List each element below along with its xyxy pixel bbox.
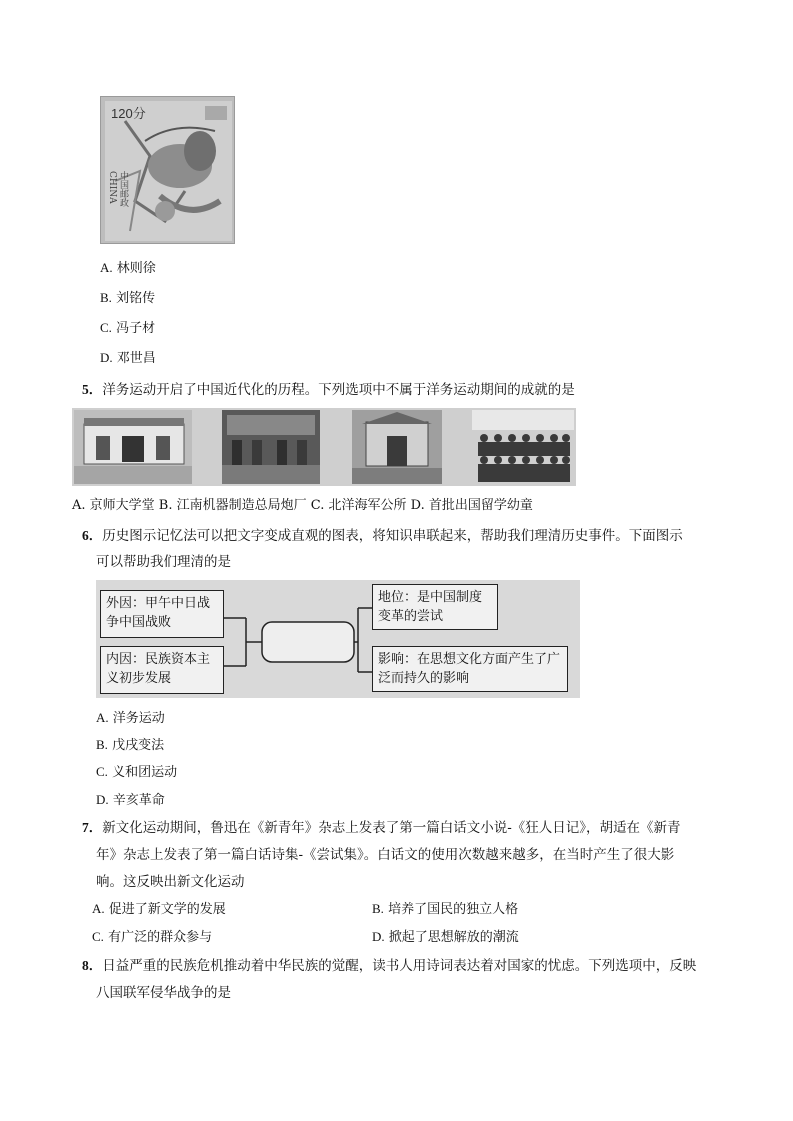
q4-option-d[interactable]: D. 邓世昌: [100, 350, 156, 366]
q8-stem-line1: 8．日益严重的民族危机推动着中华民族的觉醒，读书人用诗词表达着对国家的忧虑。下列选项中，反映: [82, 958, 697, 974]
q7-option-d[interactable]: D. 掀起了思想解放的潮流: [372, 929, 519, 945]
q7-option-a[interactable]: A. 促进了新文学的发展: [92, 901, 226, 917]
box-external-cause: 外因：甲午中日战争中国战败: [100, 590, 224, 638]
q6-stem-line2: 可以帮助我们理清的是: [96, 554, 231, 570]
photo-jiangnan-arsenal: [222, 410, 320, 484]
q4-option-a[interactable]: A. 林则徐: [100, 260, 156, 276]
q7-stem-line3: 响。这反映出新文化运动: [96, 874, 245, 890]
photo-peking-university: [74, 410, 192, 484]
photo-overseas-students: [472, 410, 574, 484]
q6-stem-line1: 6．历史图示记忆法可以把文字变成直观的图表，将知识串联起来，帮助我们理清历史事件。下面图示: [82, 528, 683, 544]
q4-option-c[interactable]: C. 冯子材: [100, 320, 156, 336]
box-status: 地位：是中国制度变革的尝试: [372, 584, 498, 630]
box-internal-cause: 内因：民族资本主义初步发展: [100, 646, 224, 694]
q6-diagram: [96, 580, 580, 698]
stamp-country: 中国邮政 CHINA: [107, 171, 128, 207]
q4-option-b[interactable]: B. 刘铭传: [100, 290, 156, 306]
q6-option-c[interactable]: C. 义和团运动: [96, 764, 178, 780]
q7-stem-line2: 年》杂志上发表了第一篇白话诗集-《尝试集》。白话文的使用次数越来越多，在当时产生了很大影: [96, 847, 675, 863]
q8-stem-line2: 八国联军侵华战争的是: [96, 985, 231, 1001]
q6-option-b[interactable]: B. 戊戌变法: [96, 737, 165, 753]
q6-option-a[interactable]: A. 洋务运动: [96, 710, 165, 726]
q5-photo-strip: [72, 408, 576, 486]
q5-stem: 5．洋务运动开启了中国近代化的历程。下列选项中不属于洋务运动期间的成就的是: [82, 382, 575, 398]
stamp-image: [100, 96, 235, 244]
q7-option-b[interactable]: B. 培养了国民的独立人格: [372, 901, 519, 917]
q7-stem-line1: 7．新文化运动期间，鲁迅在《新青年》杂志上发表了第一篇白话文小说-《狂人日记》，胡适在《新青: [82, 820, 681, 836]
photo-beiyang-navy-office: [352, 410, 442, 484]
q7-option-c[interactable]: C. 有广泛的群众参与: [92, 929, 213, 945]
box-impact: 影响：在思想文化方面产生了广泛而持久的影响: [372, 646, 568, 692]
q6-option-d[interactable]: D. 辛亥革命: [96, 792, 165, 808]
stamp-value: 120分: [111, 106, 146, 121]
q5-options[interactable]: A. 京师大学堂 B. 江南机器制造总局炮厂 C. 北洋海军公所 D. 首批出国留学幼童: [72, 498, 533, 513]
